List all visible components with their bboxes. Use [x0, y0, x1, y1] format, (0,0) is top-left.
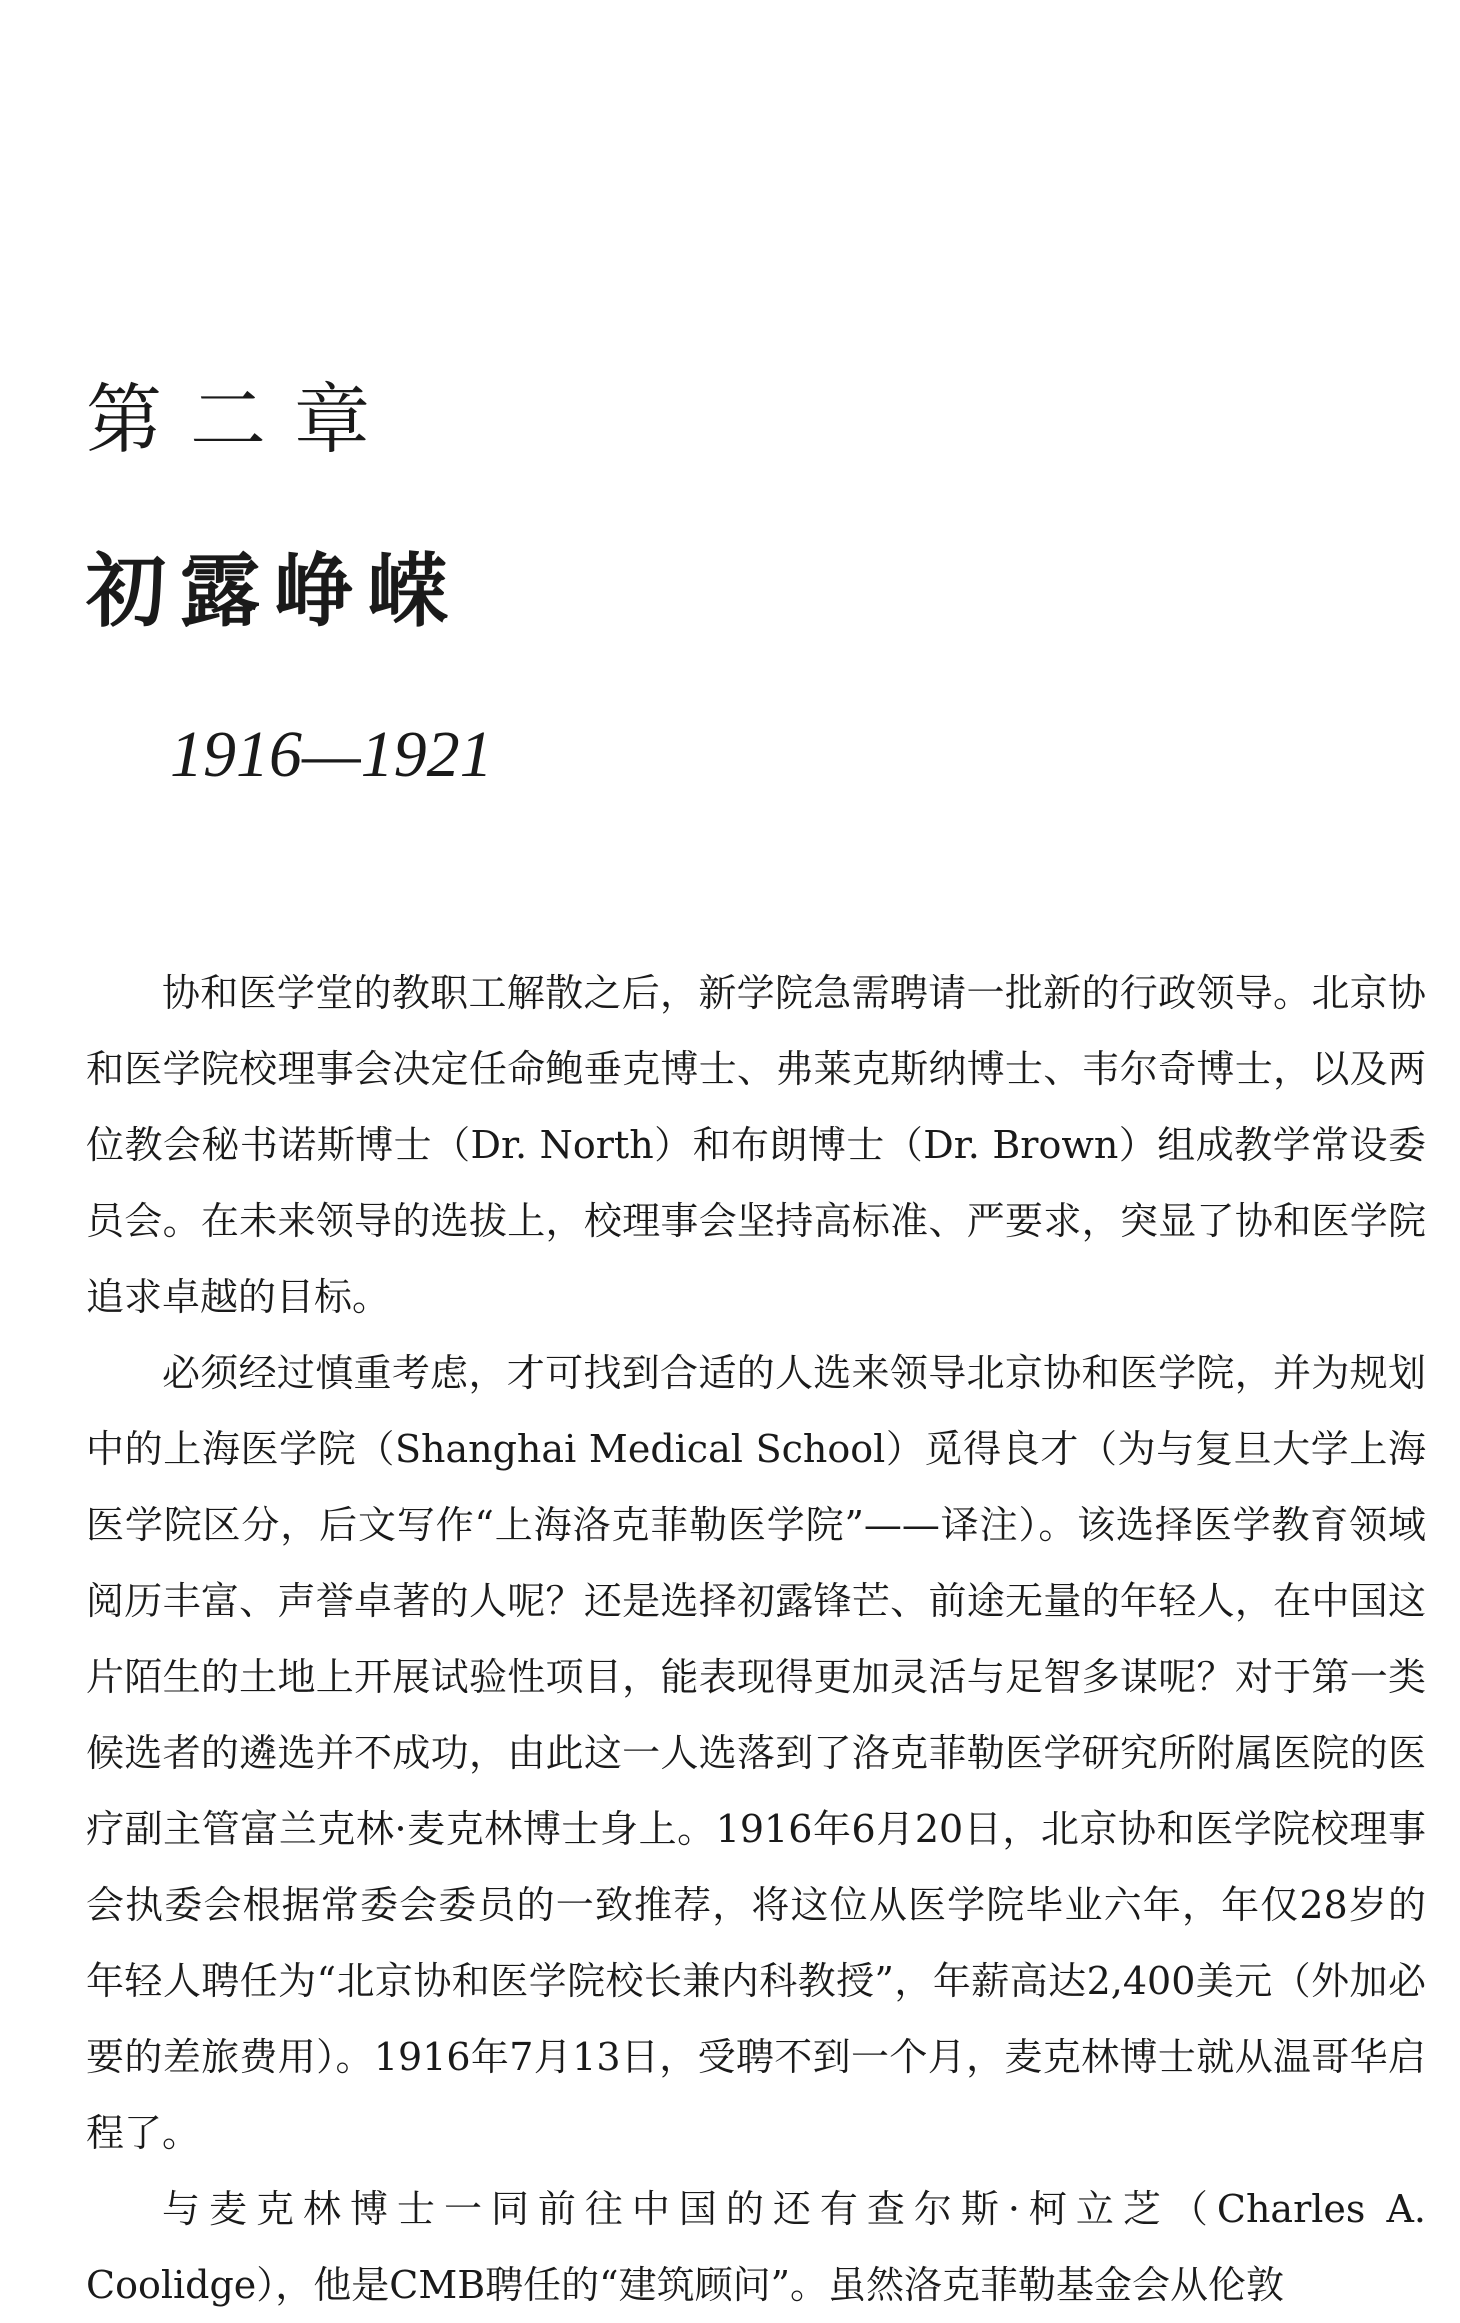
paragraph-2: 必须经过慎重考虑，才可找到合适的人选来领导北京协和医学院，并为规划中的上海医学院（Shanghai Medical School）觅得良才（为与复旦大学上海医学院区分，后文写作“上海洛克菲勒医学院”——译注）。该选择医学教育领域阅历丰富、声誉卓著的人呢？还是选择初露锋芒、前途无量的年轻人，在中国这片陌生的土地上开展试验性项目，能表现得更加灵活与足智多谋呢？对于第一类候选者的遴选并不成功，由此这一人选落到了洛克菲勒医学研究所附属医院的医疗副主管富兰克林·麦克林博士身上。1916年6月20日，北京协和医学院校理事会执委会根据常委会委员的一致推荐，将这位从医学院毕业六年，年仅28岁的年轻人聘任为“北京协和医学院校长兼内科教授”，年薪高达2,400美元（外加必要的差旅费用）。1916年7月13日，受聘不到一个月，麦克林博士就从温哥华启程了。 — [86, 1351, 1426, 2155]
chapter-title: 初露峥嵘 — [86, 545, 462, 638]
chapter-years: 1916—1921 — [170, 718, 493, 791]
paragraph-1: 协和医学堂的教职工解散之后，新学院急需聘请一批新的行政领导。北京协和医学院校理事会决定任命鲍垂克博士、弗莱克斯纳博士、韦尔奇博士，以及两位教会秘书诺斯博士（Dr. North）和布朗博士（Dr. Brown）组成教学常设委员会。在未来领导的选拔上，校理事会坚持高标准、严要求，突显了协和医学院追求卓越的目标。 — [86, 971, 1426, 1319]
chapter-number: 第二章 — [86, 375, 398, 464]
body-text — [86, 955, 1426, 2323]
paragraph-3: 与麦克林博士一同前往中国的还有查尔斯·柯立芝（Charles A. Coolidge），他是CMB聘任的“建筑顾问”。虽然洛克菲勒基金会从伦敦 — [86, 2187, 1426, 2307]
